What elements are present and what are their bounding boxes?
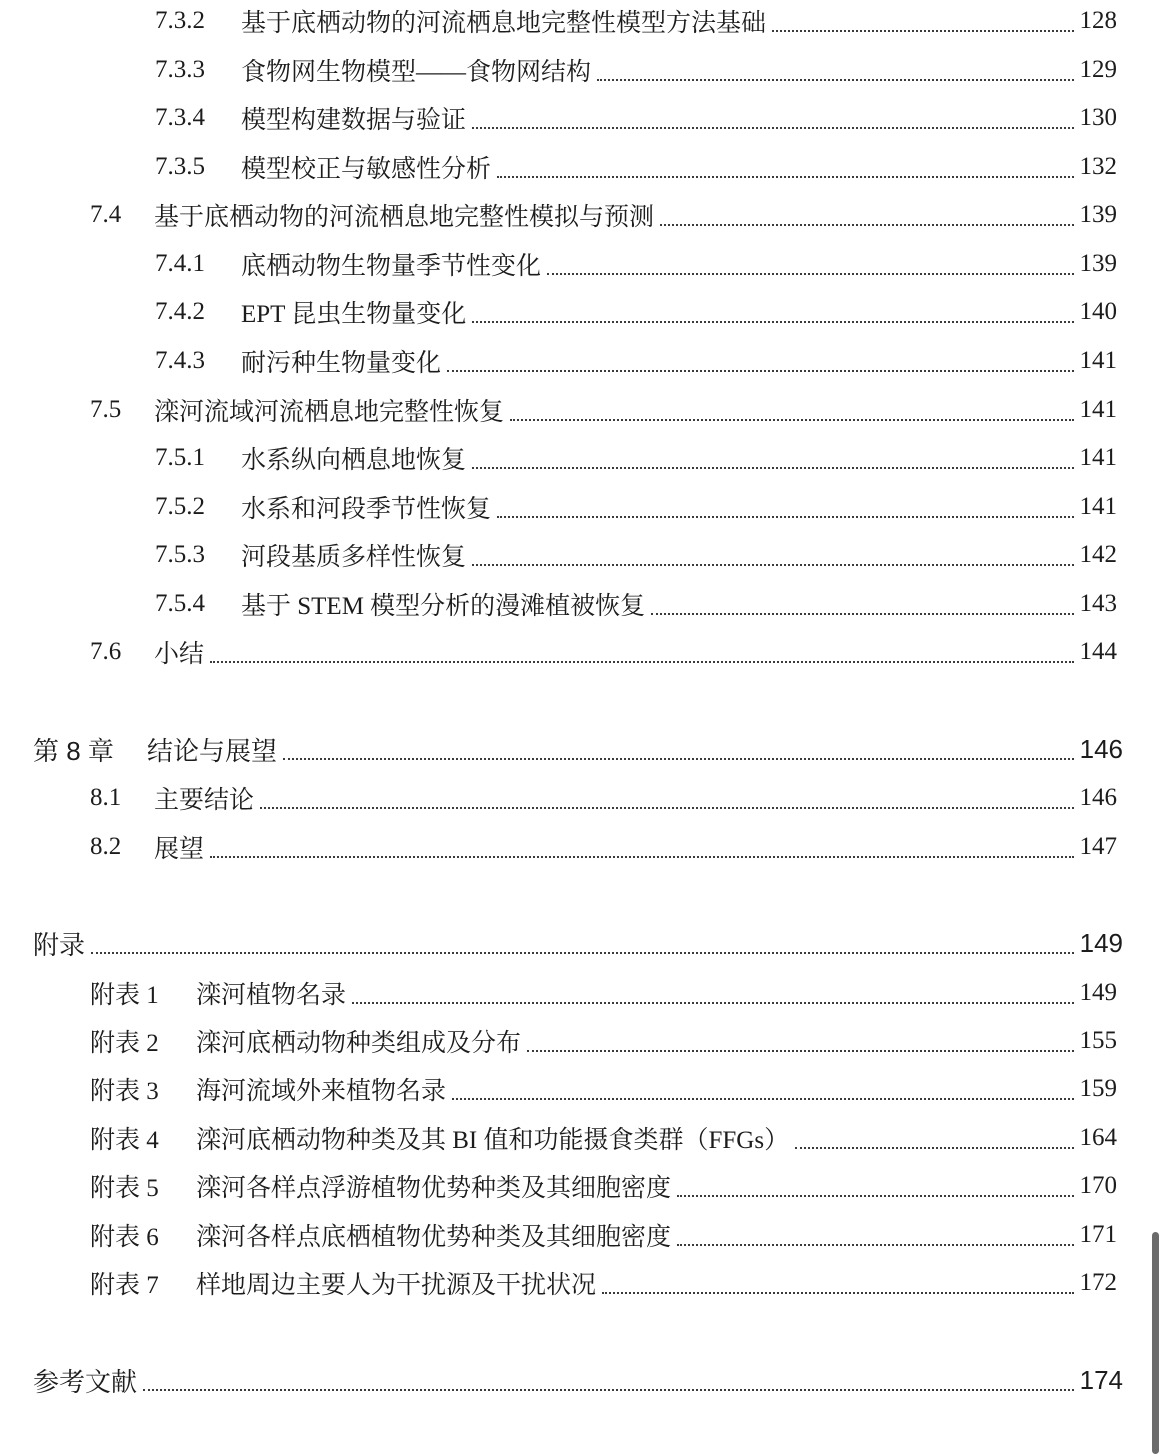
section-number: 7.3.2 bbox=[155, 7, 205, 34]
toc-entry[interactable] bbox=[155, 438, 1117, 478]
dot-leader bbox=[210, 856, 1073, 858]
page-number: 139 bbox=[1079, 250, 1117, 277]
section-title: 模型构建数据与验证 bbox=[241, 107, 467, 134]
dot-leader bbox=[497, 516, 1073, 518]
appendix-title: 滦河各样点浮游植物优势种类及其细胞密度 bbox=[196, 1175, 672, 1202]
section-number: 7.4.2 bbox=[155, 298, 205, 325]
section-number: 7.5.4 bbox=[155, 590, 205, 617]
page-number: 155 bbox=[1079, 1027, 1117, 1054]
toc-entry[interactable] bbox=[155, 487, 1117, 527]
dot-leader bbox=[677, 1195, 1073, 1197]
toc-entry[interactable] bbox=[90, 390, 1117, 430]
page-number: 140 bbox=[1079, 298, 1117, 325]
appendix-title: 滦河各样点底栖植物优势种类及其细胞密度 bbox=[196, 1224, 672, 1251]
toc-entry[interactable] bbox=[155, 244, 1117, 284]
toc-chapter-entry[interactable] bbox=[33, 923, 1123, 963]
toc-entry[interactable] bbox=[155, 584, 1117, 624]
section-title: 食物网生物模型——食物网结构 bbox=[241, 59, 592, 86]
toc-entry[interactable] bbox=[90, 1021, 1117, 1061]
dot-leader bbox=[472, 321, 1073, 323]
dot-leader bbox=[472, 467, 1073, 469]
toc-entry[interactable] bbox=[155, 147, 1117, 187]
dot-leader bbox=[602, 1292, 1073, 1294]
toc-chapter-entry[interactable] bbox=[33, 729, 1123, 769]
dot-leader bbox=[260, 807, 1073, 809]
section-number: 7.4.1 bbox=[155, 250, 205, 277]
page-number: 144 bbox=[1079, 638, 1117, 665]
appendix-title: 滦河底栖动物种类及其 BI 值和功能摄食类群（FFGs） bbox=[196, 1127, 790, 1154]
toc-entry[interactable] bbox=[90, 1069, 1117, 1109]
chapter-title: 参考文献 bbox=[33, 1366, 138, 1397]
toc-entry[interactable] bbox=[155, 50, 1117, 90]
section-title: 基于底栖动物的河流栖息地完整性模拟与预测 bbox=[154, 204, 655, 231]
page-number: 159 bbox=[1079, 1075, 1117, 1102]
appendix-number: 附表 1 bbox=[90, 982, 159, 1009]
section-number: 7.3.4 bbox=[155, 104, 205, 131]
page-number: 147 bbox=[1079, 833, 1117, 860]
section-title: EPT 昆虫生物量变化 bbox=[241, 301, 467, 328]
dot-leader bbox=[472, 564, 1073, 566]
dot-leader bbox=[660, 224, 1073, 226]
appendix-title: 滦河植物名录 bbox=[196, 982, 347, 1009]
section-number: 7.5.2 bbox=[155, 493, 205, 520]
toc-entry[interactable] bbox=[90, 1263, 1117, 1303]
appendix-number: 附表 6 bbox=[90, 1224, 159, 1251]
page-number: 142 bbox=[1079, 541, 1117, 568]
page-number: 130 bbox=[1079, 104, 1117, 131]
page-number: 172 bbox=[1079, 1269, 1117, 1296]
chapter-title: 附录 bbox=[33, 929, 86, 960]
dot-leader bbox=[510, 419, 1073, 421]
toc-entry[interactable] bbox=[90, 195, 1117, 235]
dot-leader bbox=[447, 370, 1073, 372]
dot-leader bbox=[677, 1244, 1073, 1246]
section-title: 展望 bbox=[154, 836, 205, 863]
chapter-title: 结论与展望 bbox=[147, 735, 278, 766]
page-number: 128 bbox=[1079, 7, 1117, 34]
dot-leader bbox=[143, 1389, 1074, 1391]
page-number: 132 bbox=[1079, 153, 1117, 180]
toc-entry[interactable] bbox=[90, 632, 1117, 672]
chapter-number: 第 8 章 bbox=[33, 735, 114, 766]
dot-leader bbox=[91, 952, 1074, 954]
page-number: 143 bbox=[1079, 590, 1117, 617]
page-number: 149 bbox=[1079, 979, 1117, 1006]
appendix-number: 附表 4 bbox=[90, 1127, 159, 1154]
toc-entry[interactable] bbox=[90, 973, 1117, 1013]
toc-entry[interactable] bbox=[90, 1166, 1117, 1206]
dot-leader bbox=[547, 273, 1073, 275]
page-number: 141 bbox=[1079, 444, 1117, 471]
section-title: 模型校正与敏感性分析 bbox=[241, 156, 492, 183]
section-title: 河段基质多样性恢复 bbox=[241, 544, 467, 571]
page-number: 141 bbox=[1079, 396, 1117, 423]
appendix-number: 附表 3 bbox=[90, 1078, 159, 1105]
toc-entry[interactable] bbox=[90, 1215, 1117, 1255]
page-number: 141 bbox=[1079, 347, 1117, 374]
page-number: 170 bbox=[1079, 1172, 1117, 1199]
section-title: 滦河流域河流栖息地完整性恢复 bbox=[154, 399, 505, 426]
dot-leader bbox=[452, 1098, 1073, 1100]
section-number: 7.4 bbox=[90, 201, 122, 228]
appendix-title: 样地周边主要人为干扰源及干扰状况 bbox=[196, 1272, 597, 1299]
toc-entry[interactable] bbox=[155, 98, 1117, 138]
page-number: 139 bbox=[1079, 201, 1117, 228]
section-title: 主要结论 bbox=[154, 787, 255, 814]
page-number: 164 bbox=[1079, 1124, 1117, 1151]
page-number: 141 bbox=[1079, 493, 1117, 520]
section-number: 7.5 bbox=[90, 396, 122, 423]
dot-leader bbox=[472, 127, 1073, 129]
section-number: 7.3.5 bbox=[155, 153, 205, 180]
page-number: 129 bbox=[1079, 56, 1117, 83]
dot-leader bbox=[651, 613, 1073, 615]
section-number: 7.3.3 bbox=[155, 56, 205, 83]
vertical-scrollbar[interactable] bbox=[1152, 1232, 1159, 1454]
appendix-title: 海河流域外来植物名录 bbox=[196, 1078, 447, 1105]
dot-leader bbox=[772, 30, 1073, 32]
toc-entry[interactable] bbox=[90, 827, 1117, 867]
toc-entry[interactable] bbox=[90, 1118, 1117, 1158]
section-number: 7.5.1 bbox=[155, 444, 205, 471]
dot-leader bbox=[527, 1050, 1073, 1052]
section-number: 7.6 bbox=[90, 638, 122, 665]
dot-leader bbox=[597, 79, 1073, 81]
toc-entry[interactable] bbox=[155, 1, 1117, 41]
appendix-number: 附表 7 bbox=[90, 1272, 159, 1299]
section-number: 7.5.3 bbox=[155, 541, 205, 568]
toc-entry[interactable] bbox=[155, 341, 1117, 381]
section-title: 底栖动物生物量季节性变化 bbox=[241, 253, 542, 280]
section-number: 8.1 bbox=[90, 784, 122, 811]
section-number: 7.4.3 bbox=[155, 347, 205, 374]
toc-entry[interactable] bbox=[155, 535, 1117, 575]
section-title: 基于底栖动物的河流栖息地完整性模型方法基础 bbox=[241, 10, 767, 37]
appendix-number: 附表 5 bbox=[90, 1175, 159, 1202]
section-title: 小结 bbox=[154, 641, 205, 668]
dot-leader bbox=[497, 176, 1073, 178]
toc-entry[interactable] bbox=[155, 292, 1117, 332]
appendix-number: 附表 2 bbox=[90, 1030, 159, 1057]
toc-entry[interactable] bbox=[90, 778, 1117, 818]
page-number: 146 bbox=[1079, 733, 1123, 764]
section-title: 基于 STEM 模型分析的漫滩植被恢复 bbox=[241, 593, 646, 620]
page-number: 146 bbox=[1079, 784, 1117, 811]
dot-leader bbox=[283, 758, 1074, 760]
section-title: 耐污种生物量变化 bbox=[241, 350, 442, 377]
dot-leader bbox=[210, 661, 1073, 663]
appendix-title: 滦河底栖动物种类组成及分布 bbox=[196, 1030, 522, 1057]
dot-leader bbox=[352, 1002, 1073, 1004]
section-title: 水系和河段季节性恢复 bbox=[241, 496, 492, 523]
section-title: 水系纵向栖息地恢复 bbox=[241, 447, 467, 474]
dot-leader bbox=[795, 1147, 1073, 1149]
toc-chapter-entry[interactable] bbox=[33, 1360, 1123, 1400]
page-number: 174 bbox=[1079, 1364, 1123, 1395]
page-number: 171 bbox=[1079, 1221, 1117, 1248]
section-number: 8.2 bbox=[90, 833, 122, 860]
page-number: 149 bbox=[1079, 927, 1123, 958]
